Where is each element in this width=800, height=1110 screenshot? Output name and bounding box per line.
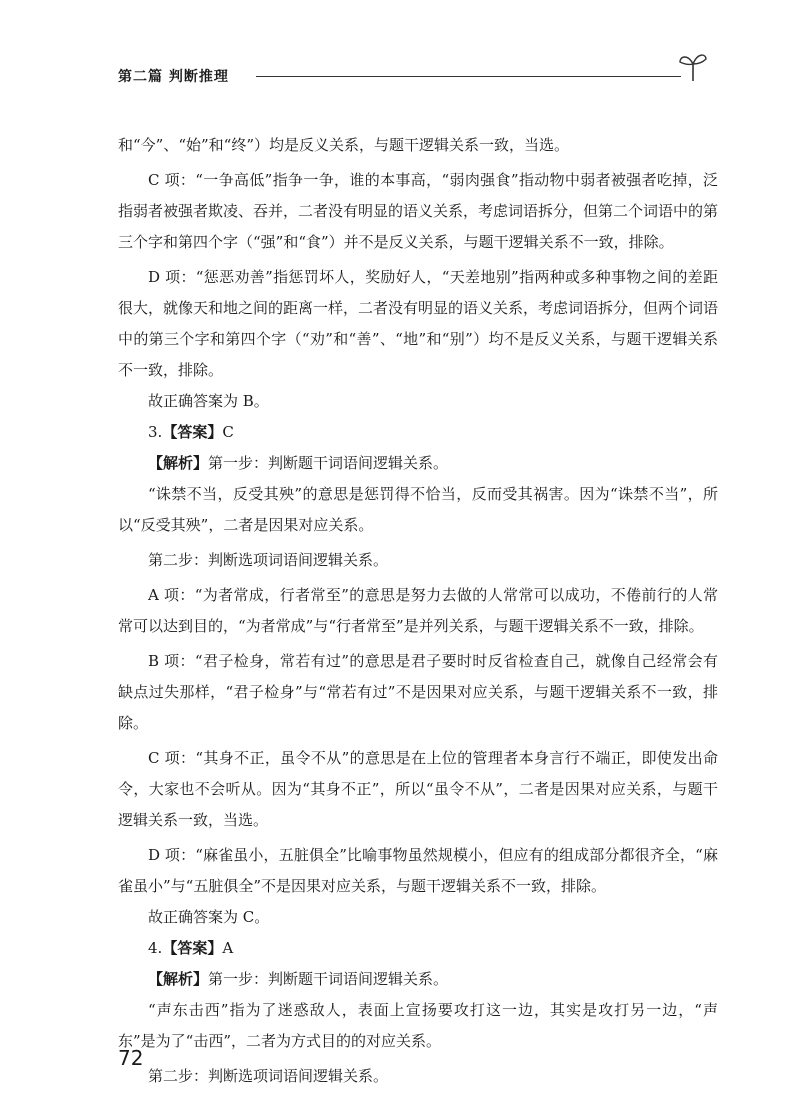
paragraph: B 项：“君子检身，常若有过”的意思是君子要时时反省检查自己，就像自己经常会有缺点过失那样，“君子检身”与“常若有过”不是因果对应关系，与题干逻辑关系不一致，排除。 <box>118 652 718 732</box>
paragraph: 故正确答案为 B。 <box>148 392 269 410</box>
paragraph: C 项：“其身不正，虽令不从”的意思是在上位的管理者本身言行不端正，即使发出命令，大家也不会听从。因为“其身不正”，所以“虽令不从”，二者是因果对应关系，与题干逻辑关系一致，当选。 <box>118 749 718 829</box>
paragraph: 第二步：判断选项词语间逻辑关系。 <box>148 551 389 569</box>
analysis-line <box>118 964 718 995</box>
paragraph: “诛禁不当，反受其殃”的意思是惩罚得不恰当，反而受其祸害。因为“诛禁不当”，所以“反受其殃”，二者是因果对应关系。 <box>118 485 718 534</box>
sprout-icon <box>678 48 708 82</box>
question-answer-line <box>118 933 718 964</box>
page-number: 72 <box>118 1046 144 1070</box>
analysis-label: 【解析】 <box>148 454 209 472</box>
header-title: 第二篇 判断推理 <box>118 69 229 85</box>
question-number: 3. <box>148 423 163 441</box>
paragraph: C 项：“一争高低”指争一争，谁的本事高，“弱肉强食”指动物中弱者被强者吃掉，泛指弱者被强者欺凌、吞并，二者没有明显的语义关系，考虑词语拆分，但第二个词语中的第三个字和第四个字（“强”和“食”）并不是反义关系，与题干逻辑关系不一致，排除。 <box>118 171 719 251</box>
answer-value: A <box>222 939 234 957</box>
page-header <box>118 62 718 92</box>
paragraph: D 项：“惩恶劝善”指惩罚坏人，奖励好人，“天差地别”指两种或多种事物之间的差距很大，就像天和地之间的距离一样，二者没有明显的语义关系，考虑词语拆分，但两个词语中的第三个字和第四个字（“劝”和“善”、“地”和“别”）均不是反义关系，与题干逻辑关系不一致，排除。 <box>118 268 719 379</box>
question-number: 4. <box>148 939 163 957</box>
paragraph: 故正确答案为 C。 <box>148 908 270 926</box>
paragraph: 和“今”、“始”和“终”）均是反义关系，与题干逻辑关系一致，当选。 <box>118 136 570 154</box>
analysis-step: 第一步：判断题干词语间逻辑关系。 <box>208 454 449 472</box>
page-body <box>118 130 718 1092</box>
header-rule <box>256 76 681 77</box>
analysis-line <box>118 448 718 479</box>
paragraph: “声东击西”指为了迷惑敌人，表面上宣扬要攻打这一边，其实是攻打另一边，“声东”是为了“击西”，二者为方式目的的对应关系。 <box>118 1001 718 1050</box>
paragraph: D 项：“麻雀虽小，五脏俱全”比喻事物虽然规模小，但应有的组成部分都很齐全，“麻雀虽小”与“五脏俱全”不是因果对应关系，与题干逻辑关系不一致，排除。 <box>118 846 718 895</box>
question-answer-line <box>118 417 718 448</box>
analysis-step: 第一步：判断题干词语间逻辑关系。 <box>208 970 449 988</box>
answer-label: 【答案】 <box>162 423 223 441</box>
answer-label: 【答案】 <box>162 939 223 957</box>
analysis-label: 【解析】 <box>148 970 209 988</box>
paragraph: 第二步：判断选项词语间逻辑关系。 <box>148 1067 389 1085</box>
paragraph: A 项：“为者常成，行者常至”的意思是努力去做的人常常可以成功，不倦前行的人常常可以达到目的，“为者常成”与“行者常至”是并列关系，与题干逻辑关系不一致，排除。 <box>118 586 718 635</box>
answer-value: C <box>222 423 234 441</box>
